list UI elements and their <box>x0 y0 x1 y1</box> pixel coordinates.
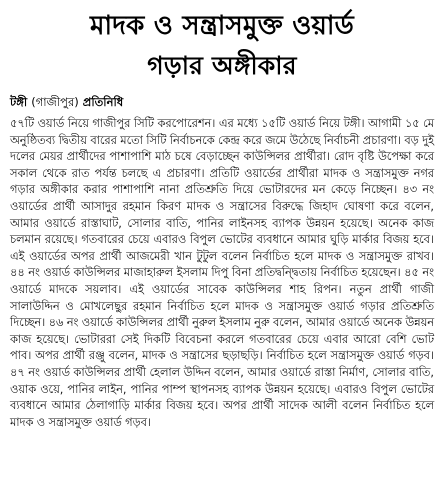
headline-line-1: মাদক ও সন্ত্রাসমুক্ত ওয়ার্ড <box>90 11 354 41</box>
headline-line-2: গড়ার অঙ্গীকার <box>147 51 297 80</box>
byline <box>10 94 434 110</box>
byline-place: টঙ্গী <box>10 95 28 109</box>
byline-district: (গাজীপুর) <box>31 95 79 109</box>
article-body: ৫৭টি ওয়ার্ড নিয়ে গাজীপুর সিটি করপোরেশন। এর মধ্যে ১৫টি ওয়ার্ড নিয়ে টঙ্গী। আগামী ১৫ মে অনুষ্ঠিতব্য দ্বিতীয় বারের মতো সিটি নির্বাচনকে কেন্দ্র করে জমে উঠেছে নির্বাচনী প্রচারণা। বড় দুই দলের মেয়র প্রার্থীদের পাশাপাশি মাঠ চষে বেড়াচ্ছেন কাউন্সিলর প্রার্থীরা। রোদ বৃষ্টি উপেক্ষা করে সকাল থেকে রাত পর্যন্ত চলছে এ প্রচারণা। প্রতিটি ওয়ার্ডের প্রার্থীরা মাদক ও সন্ত্রাসমুক্ত নগর গড়ার অঙ্গীকার করার পাশাপাশি নানা প্রতিশ্রুতি দিয়ে ভোটারদের মন কেড়ে নিচ্ছেন। ৪৩ নং ওয়ার্ডের প্রার্থী আসাদুর রহমান কিরণ মাদক ও সন্ত্রাসের বিরুদ্ধে জিহাদ ঘোষণা করে বলেন, আমার ওয়ার্ডে রাস্তাঘাট, সোলার বাতি, পানির লাইনসহ ব্যাপক উন্নয়ন হয়েছে। অনেক কাজ চলমান রয়েছে। গতবারের চেয়ে এবারও বিপুল ভোটের ব্যবধানে আমার ঘুড়ি মার্কার বিজয় হবে। এই ওয়ার্ডের অপর প্রার্থী আজমেরী খান টুটুল বলেন নির্বাচিত হলে মাদক ও সন্ত্রাসমুক্ত রাখব। ৪৪ নং ওয়ার্ড কাউন্সিলর মাজাহারুল ইসলাম দিপু বিনা প্রতিদ্বন্দ্বিতায় নির্বাচিত হয়েছেন। ৪৫ নং ওয়ার্ডে মাদকে সয়লাব। এই ওয়ার্ডের সাবেক কাউন্সিলর শাহ রিপন। নতুন প্রার্থী গাজী সালাউদ্দিন ও মোখলেছুর রহমান নির্বাচিত হলে মাদক ও সন্ত্রাসমুক্ত ওয়ার্ড গড়ার প্রতিশ্রুতি দিচ্ছেন। ৪৬ নং ওয়ার্ডে কাউন্সিলর প্রার্থী নুরুল ইসলাম নুরু বলেন, আমার ওয়ার্ডে অনেক উন্নয়ন কাজ হয়েছে। ভোটাররা সেই দিকটি বিবেচনা করলে গতবারের চেয়ে এবার আরো বেশি ভোট পাব। অপর প্রার্থী রঞ্জু বলেন, মাদক ও সন্ত্রাসের ছড়াছড়ি। নির্বাচিত হলে সন্ত্রাসমুক্ত ওয়ার্ড গড়ব। ৪৭ নং ওয়ার্ড কাউন্সিলর প্রার্থী হেলাল উদ্দিন বলেন, আমার ওয়ার্ডে রাস্তা নির্মাণ, সোলার বাতি, ওয়াক ওয়ে, পানির লাইন, পানির পাম্প স্থাপনসহ ব্যাপক উন্নয়ন হয়েছে। এবারও বিপুল ভোটের ব্যবধানে আমার ঠেলাগাড়ি মার্কার বিজয় হবে। অপর প্রার্থী সাদেক আলী বলেন নির্বাচিত হলে মাদক ও সন্ত্রাসমুক্ত ওয়ার্ড গড়ব। <box>10 117 434 429</box>
headline <box>10 6 434 86</box>
byline-role: প্রতিনিধি <box>82 95 124 109</box>
